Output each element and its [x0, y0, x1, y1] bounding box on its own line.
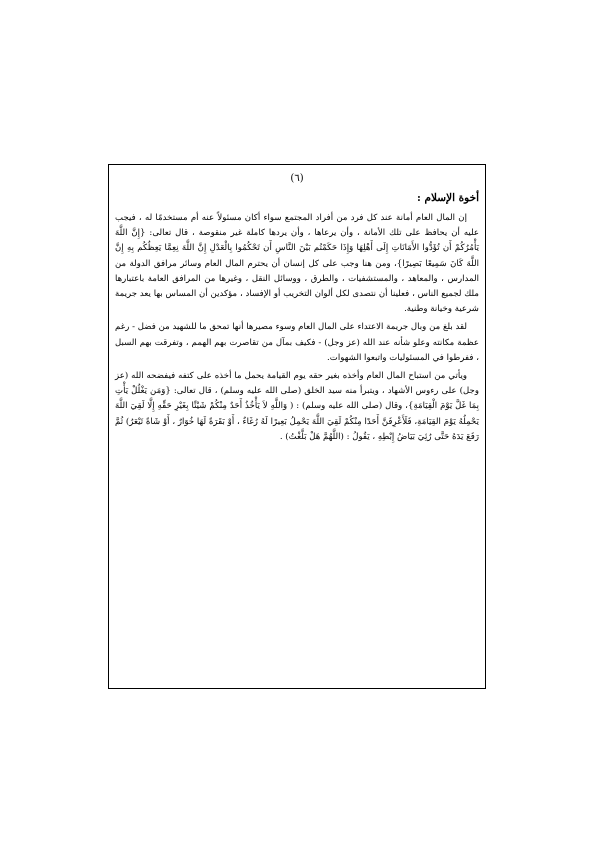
page-content	[115, 172, 479, 445]
page-number: (٦)	[290, 173, 304, 184]
section-heading: أخوة الإسلام :	[417, 192, 479, 204]
paragraph-2-text: لقد بلغ من وبال جريمة الاعتداء على المال العام وسوء مصيرها أنها تمحق ما للشهيد من فضل - رغم عظمة مكانته وعلو شأنه عند الله (عز وجل) - فكيف بمآل من تقاصرت بهم الهمم ، وتفرقت بهم السبل ، ففرطوا في المسئوليات واتبعوا الشهوات.	[115, 322, 479, 363]
paragraph-1-text: إن المال العام أمانة عند كل فرد من أفراد المجتمع سواء أكان مسئولاً عنه أم مستخدمًا له ، فيجب عليه أن يحافظ على تلك الأمانة ، وأن يرعاها ، وأن يردها كاملة غير منقوصة ، قال تعالى: {إِنَّ اللَّهَ يَأْمُرُكُمْ أَن تُؤَدُّوا الأَمَانَاتِ إِلَى أَهْلِهَا وَإِذَا حَكَمْتُم بَيْنَ النَّاسِ أَن تَحْكُمُوا بِالْعَدْلِ إِنَّ اللَّهَ نِعِمَّا يَعِظُكُم بِهِ إِنَّ اللَّهَ كَانَ سَمِيعًا بَصِيرًا}، ومن هنا وجب على كل إنسان أن يحترم المال العام وسائر مرافق الدولة من المدارس ، والمعاهد ، والمستشفيات ، والطرق ، ووسائل النقل ، وغيرها من المرافق العامة باعتبارها ملك لجميع الناس ، فعلينا أن نتصدى لكل ألوان التخريب أو الإفساد ، مؤكدين أن المساس بها يعد جريمة شرعية وخيانة وطنية.	[115, 213, 479, 315]
paragraph-2	[115, 320, 479, 366]
paragraph-1	[115, 211, 479, 317]
paragraph-3	[115, 369, 479, 445]
paragraph-3-text: ويأتي من استباح المال العام وأخذه بغير حقه يوم القيامة يحمل ما أخذه على كتفه فيفضحه الله (عز وجل) على رءوس الأشهاد ، ويتبرأ منه سيد الخلق (صلى الله عليه وسلم) ، قال تعالى: {وَمَن يَغْلُلْ يَأْتِ بِمَا غَلَّ يَوْمَ الْقِيَامَةِ}، وقال (صلى الله عليه وسلم) : ( وَاللَّهِ لاَ يَأْخُذُ أَحَدٌ مِنْكُمْ شَيْئًا بِغَيْرِ حَقِّهِ إِلَّا لَقِيَ اللَّهَ يَحْمِلُهُ يَوْمَ القِيَامَةِ، فَلَأَعْرِفَنَّ أَحَدًا مِنْكُمْ لَقِيَ اللَّهَ يَحْمِلُ بَعِيرًا لَهُ رُغَاءٌ ، أَوْ بَقَرَةً لَهَا خُوَارٌ ، أَوْ شَاةً تَيْعَرُ) ثُمَّ رَفَعَ يَدَهُ حَتَّى رُئِيَ بَيَاضُ إِبْطِهِ ، يَقُولُ : (اللَّهُمَّ هَلْ بَلَّغْتُ) .	[115, 371, 479, 442]
